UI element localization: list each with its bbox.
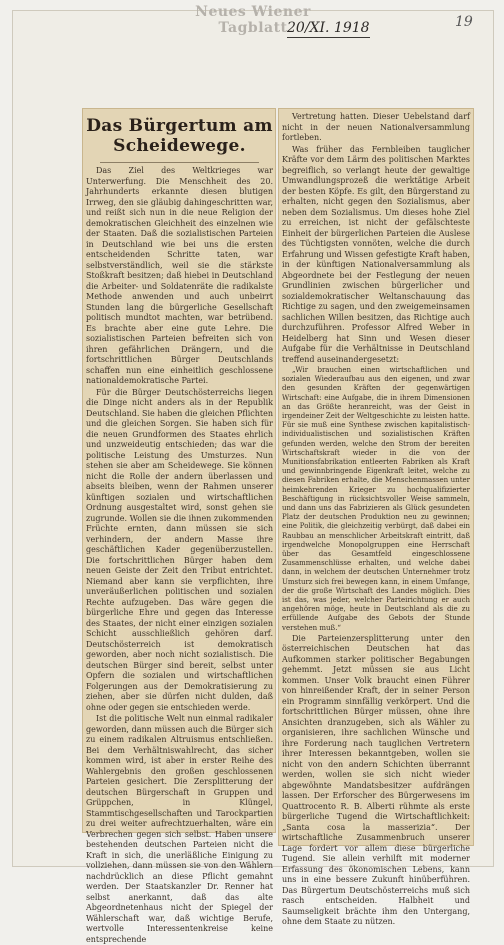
left-paragraph-3: Ist die politische Welt nun einmal radikaler geworden, dann müssen auch die Bürger sich zu einem radikalen Altruismus entschließen. Bei dem Verhältniswahlrecht, das sicher kommen wird, ist aber in erster Reihe des Wahlergebnis den großen geschlossenen Parteien gesichert. Die Zersplitterung der deutschen Bürgerschaft in Gruppen und Grüppchen, in Klüngel, Stammtischgesellschaften und Tarockpartien zu drei weiter aufrechtzuerhalten, wäre ein Verbrechen gegen sich selbst. Haben unsere bestehenden deutschen Parteien nicht die Kraft in sich, die unerläßliche Einigung zu vollziehen, dann müssen sie von den Wählern nachdrücklich an diese Pflicht gemahnt werden. Der Staatskanzler Dr. Renner hat selbst anerkannt, daß das alte Abgeordnetenhaus nicht der Spiegel der Wählerschaft war, daß wichtige Berufe, wertvolle Interessentenkreise keine entsprechende bbox=[86, 714, 273, 944]
left-paragraph-2: Für die Bürger Deutschösterreichs liegen die Dinge nicht anders als in der Republik Deutschland. Sie haben die gleichen Pflichten und die gleichen Sorgen. Sie haben sich für die neuen Grundformen des Staates ehrlich und unzweideutig entschieden; das war die politische Leistung des Umsturzes. Nun stehen sie aber am Scheidewege. Sie können nicht die Rolle der andern überlassen und abseits bleiben, wenn der Rahmen unserer künftigen sozialen und wirtschaftlichen Ordnung ausgestaltet wird, sonst gehen sie zugrunde. Wollen sie die ihnen zukommenden Früchte ernten, dann müssen sie sich verhindern, der andern Masse ihre geschäftlichen Kader gegenüberzustellen. Die fortschrittlichen Bürger haben dem neuen Geiste der Zeit den Tribut entrichtet. Niemand aber kann sie verpflichten, ihre unveräußerlichen politischen und sozialen Rechte aufzugeben. Das wäre gegen die bürgerliche Ehre und gegen das Interesse des Staates, der nicht einer einzigen sozialen Schicht ausschließlich gehören darf. Deutschösterreich ist demokratisch geworden, aber noch nicht sozialistisch. Die deutschen Bürger sind bereit, selbst unter Opfern die sozialen und wirtschaftlichen Folgerungen aus der Demokratisierung zu ziehen, aber sie dürfen nicht dulden, daß ohne oder gegen sie entschieden werde. bbox=[86, 387, 273, 712]
headline-rule bbox=[100, 162, 259, 163]
right-paragraph-2: Was früher das Fernbleiben tauglicher Kräfte vor dem Lärm des politischen Marktes begreiflich, so verlangt heute der gewaltige Umwandlungsprozeß die werktätige Arbeit der besten Köpfe. Es gilt, den Bürgerstand zu erhalten, nicht gegen den Sozialismus, aber neben dem Sozialismus. Um dieses hohe Ziel zu erreichen, ist nicht der gefälschteste Einheit der bürgerlichen Parteien die Auslese des Tüchtigsten vonnöten, welche die durch Erfahrung und Wissen gefestigte Kraft haben, in der künftigen Nationalversammlung als Abgeordnete bei der Festlegung der neuen Grundlinien zwischen bürgerlicher und sozialdemokratischer Weltanschauung das Richtige zu sagen, und den zweigemeinsamen sachlichen Willen besitzen, das Richtige auch durchzuführen. Professor Alfred Weber in Heidelberg hat Sinn und Wesen dieser Aufgabe für die Verhältnisse in Deutschland treffend auseinandergesetzt: bbox=[282, 144, 470, 364]
newspaper-masthead: Neues Wiener Tagblatt bbox=[195, 4, 311, 36]
article-headline: Das Bürgertum am Scheidewege. bbox=[86, 116, 273, 156]
date-underline bbox=[287, 37, 370, 38]
clipping-left-column bbox=[82, 108, 276, 944]
handwritten-page-number: 19 bbox=[455, 14, 473, 30]
left-paragraph-1: Das Ziel des Weltkrieges war Unterwerfung. Die Menschheit des 20. Jahrhunderts erkannte diesen blutigen Irrweg, den sie gläubig dahingeschritten war, und reißt sich nun in die neue Religion der demokratischen Gleichheit des einzelnen wie der Staaten. Daß die sozialistischen Parteien in Deutschland wie bei uns die ersten entscheidenden Schritte taten, war selbstverständlich, weil sie die stärkste Stoßkraft besitzen; daß hiebei in Deutschland die Arbeiter- und Soldatenräte die radikalste Methode anwenden und auch unbeirrt Stunden lang die bürgerliche Gesellschaft politisch mundtot machten, war betrübend. Es brachte aber eine gute Lehre. Die sozialistischen Parteien befreiten sich von ihren gefährlichen Drängern, und die fortschrittlichen Bürger Deutschlands schaffen nun eine einheitlich geschlossene nationaldemokratische Partei. bbox=[86, 166, 273, 385]
right-quote-paragraph: „Wir brauchen einen wirtschaftlichen und sozialen Wiederaufbau aus den eigenen, und zwar den gesunden Kräften der gegenwärtigen Wirtschaft: eine Aufgabe, die in ihrem Dimensionen an das Größte heranreicht, was der Geist in irgendeiner Zeit der Weltgeschichte zu leisten hatte. Für sie muß eine Synthese zwischen kapitalistisch-individualistischen und sozialistischen Kräften gefunden werden, welche den Strom der bereiten Wirtschaftskraft wieder in die von der Munitionsfabrikation entleerten Fabriken als Kraft und gewinnbringende Eigenkraft leitet, welche zu diesen Fabriken erhalte, die Menschenmassen unter heimkehrenden Krieger zu hochqualifizierter Beschäftigung in rücksichtsvoller Weise sammeln, und dann uns das Fabrizieren als Glück gesundeten Platz der deutschen Produktion neu zu gewinnen; eine Politik, die gleichzeitig verbürgt, daß dabei ein Raubbau an menschlicher Arbeitskraft eintritt, daß irgendwelche Monopolgruppen eine Herrschaft über das Gesamtfeld eingeschlossene Zusammenschlüsse erhalten, und welche dabei dann, in welchem der deutschen Unternehmer trotz Umsturz sich frei bewegen kann, in einem Umfange, der die große Wirtschaft des Landes möglich. Dies ist das, was jeder, welcher Parteirichtung er auch angehören möge, heute in Deutschland als die zu erfüllende Aufgabe des Gebots der Stunde verstehen muß.“ bbox=[282, 366, 470, 632]
right-paragraph-1: Vertretung hatten. Dieser Uebelstand darf nicht in der neuen Nationalversammlung fortleben. bbox=[282, 112, 470, 142]
handwritten-date bbox=[287, 20, 370, 36]
right-paragraph-4: Die Parteienzersplitterung unter den österreichischen Deutschen hat das Aufkommen starker politischer Begabungen gehemmt. Jetzt müssen sie aus Licht kommen. Unser Volk braucht einen Führer von hinreißender Kraft, der in seiner Person ein Programm sinnfällig verkörpert. Und die fortschrittlichen Bürger müssen, ohne ihre Ansichten dranzugeben, sich als Wähler zu organisieren, ihre sachlichen Wünsche und ihre Forderung nach tauglichen Vertretern ihrer Interessen bekanntgeben, wollen sie nicht von den andern Schichten überrannt werden, wollen sie sich nicht wieder abgewöhnte Mandatsbesitzer aufdrängen lassen. Der Erforscher des Bürgerwesens im Quattrocento R. B. Alberti rühmte als erste bürgerliche Tugend die Wirtschaftlichkeit: „Santa cosa la masserizia“. Der wirtschaftliche Zusammenbruch unserer Lage fordert vor allem diese bürgerliche Tugend. Sie allein verhilft mit moderner Erfassung des ökonomischen Lebens, kann uns in eine bessere Zukunft hinüberführen. Das Bürgertum Deutschösterreichs muß sich rasch entscheiden. Halbheit und Saumseligkeit brächte ihm den Untergang, ohne dem Staate zu nützen. bbox=[282, 633, 470, 927]
handwritten-date-text: 20/XI. 1918 bbox=[287, 20, 370, 36]
clipping-right-column bbox=[278, 108, 474, 927]
